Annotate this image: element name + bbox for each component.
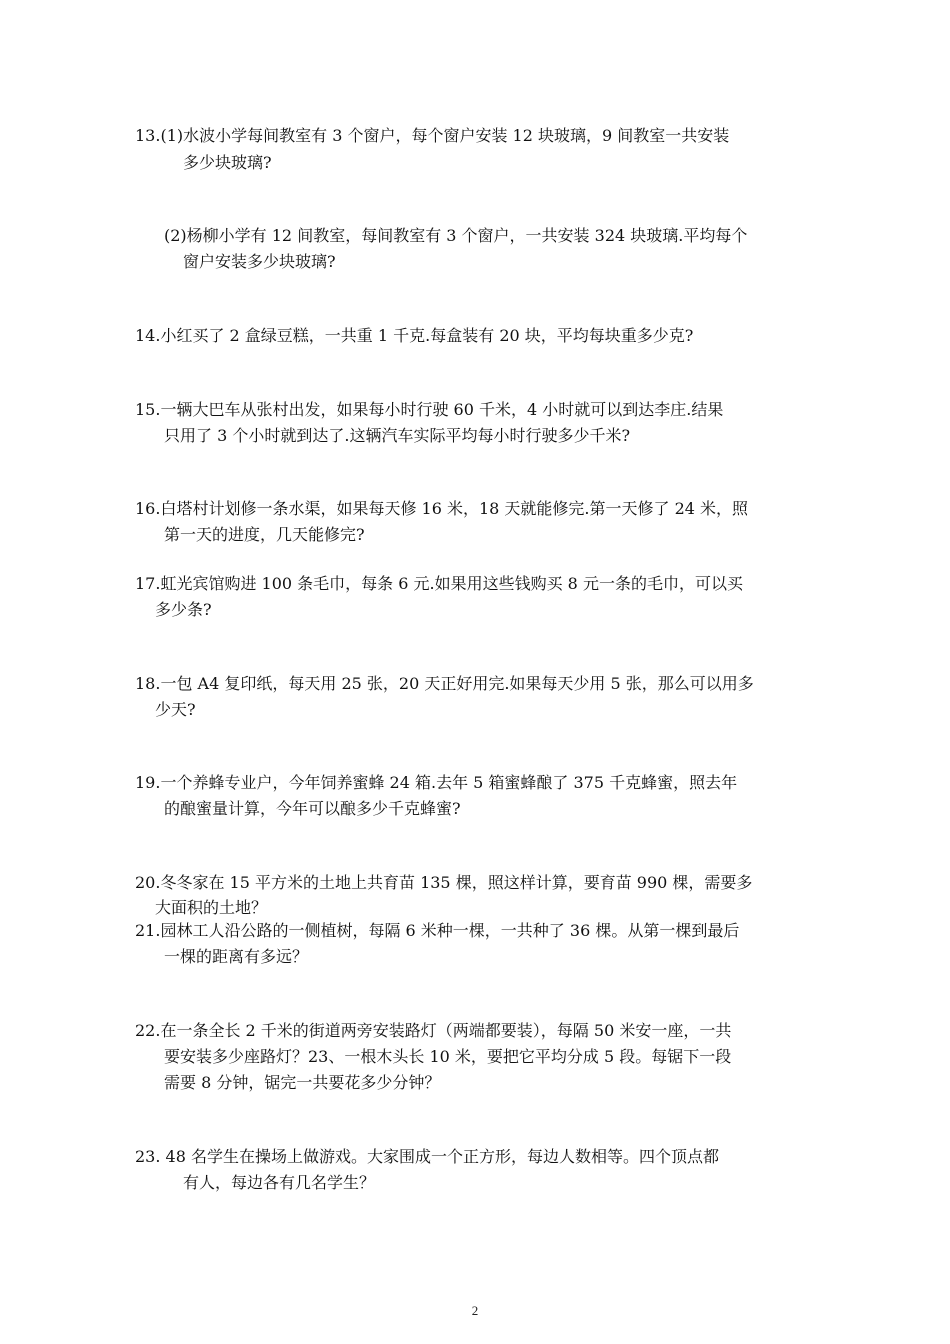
question-16-line-1: 16.白塔村计划修一条水渠，如果每天修 16 米，18 天就能修完.第一天修了 24 米，照	[135, 499, 749, 518]
question-15-line-1: 15.一辆大巴车从张村出发，如果每小时行驶 60 千米，4 小时就可以到达李庄.结果	[135, 400, 724, 419]
question-23-line-2: 有人，每边各有几名学生？	[183, 1173, 376, 1192]
question-13-2-line-2: 窗户安装多少块玻璃?	[183, 252, 336, 271]
question-15-line-2: 只用了 3 个小时就到达了.这辆汽车实际平均每小时行驶多少千米?	[164, 426, 631, 445]
question-21-line-1: 21.园林工人沿公路的一侧植树，每隔 6 米种一棵，一共种了 36 棵。从第一棵到最后	[135, 921, 740, 940]
question-20-line-1: 20.冬冬家在 15 平方米的土地上共育苗 135 棵，照这样计算，要育苗 990 棵，需要多	[135, 873, 753, 892]
question-18-line-2: 少天?	[155, 700, 196, 719]
question-13-1-line-2: 多少块玻璃?	[183, 153, 272, 172]
question-13-1-line-1: 13.(1)水波小学每间教室有 3 个窗户，每个窗户安装 12 块玻璃，9 间教室一共安装	[135, 126, 730, 145]
question-22-line-1: 22.在一条全长 2 千米的街道两旁安装路灯（两端都要装），每隔 50 米安一座，一共	[135, 1021, 732, 1040]
question-19-line-1: 19.一个养蜂专业户，今年饲养蜜蜂 24 箱.去年 5 箱蜜蜂酿了 375 千克蜂蜜，照去年	[135, 773, 738, 792]
question-21-line-2: 一棵的距离有多远？	[164, 947, 309, 966]
question-23-line-1: 23. 48 名学生在操场上做游戏。大家围成一个正方形，每边人数相等。四个顶点都	[135, 1147, 719, 1166]
question-22-line-2: 要安装多少座路灯？23、一根木头长 10 米，要把它平均分成 5 段。每锯下一段	[164, 1047, 732, 1066]
question-22-line-3: 需要 8 分钟，锯完一共要花多少分钟？	[164, 1073, 441, 1092]
question-19-line-2: 的酿蜜量计算，今年可以酿多少千克蜂蜜?	[164, 799, 461, 818]
question-16-line-2: 第一天的进度，几天能修完?	[164, 525, 365, 544]
question-13-2-line-1: (2)杨柳小学有 12 间教室，每间教室有 3 个窗户，一共安装 324 块玻璃.平均每个	[164, 226, 748, 245]
question-18-line-1: 18.一包 A4 复印纸，每天用 25 张，20 天正好用完.如果每天少用 5 张，那么可以用多	[135, 674, 754, 693]
question-17-line-1: 17.虹光宾馆购进 100 条毛巾，每条 6 元.如果用这些钱购买 8 元一条的毛巾，可以买	[135, 574, 743, 593]
question-14-line-1: 14.小红买了 2 盒绿豆糕，一共重 1 千克.每盒装有 20 块，平均每块重多少克?	[135, 326, 694, 345]
page-number: 2	[471, 1303, 479, 1318]
question-20-line-2: 大面积的土地？	[155, 898, 268, 917]
question-17-line-2: 多少条?	[155, 600, 212, 619]
